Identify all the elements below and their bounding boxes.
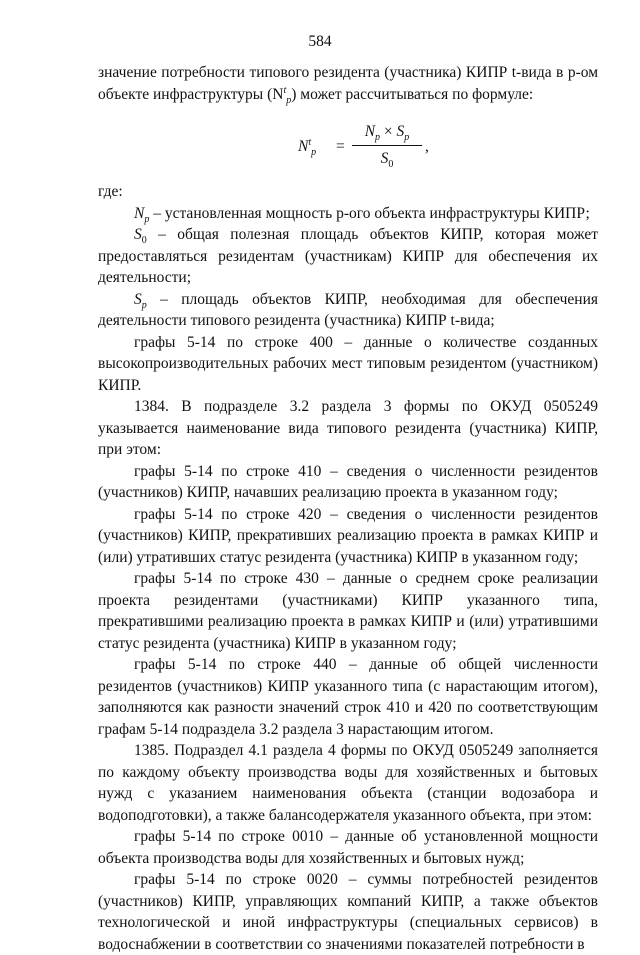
paragraph-row-420: графы 5-14 по строке 420 – сведения о численности резидентов (участников) КИПР, прекративших реализацию проекта в рамках КИПР и (или) утративших статус резидента (участника) КИПР в указанном году; [98, 505, 598, 566]
s0-symbol: S [134, 226, 142, 243]
intro-paragraph [98, 62, 598, 105]
paragraph-row-440: графы 5-14 по строке 440 – данные об общей численности резидентов (участников) КИПР указанного типа (с нарастающим итогом), заполняются как разности значений строк 410 и 420 по соответствующим графам 5-14 подраздела 3.2 раздела 3 нарастающим итогом. [98, 656, 598, 738]
formula-num-sub: p [375, 132, 381, 144]
formula-num2-sub: p [404, 132, 410, 144]
sp-definition-text: – площадь объектов КИПР, необходимая для обеспечения деятельности типового резидента (участника) КИПР t-вида; [98, 290, 598, 329]
s0-definition-text: – общая полезная площадь объектов КИПР, которая может предоставляться резидентам (участникам) КИПР для обеспечения их деятельности; [98, 226, 598, 286]
formula [98, 121, 598, 169]
formula-numerator [352, 121, 422, 143]
intro-subscript: p [286, 94, 292, 106]
definition-sp [98, 289, 598, 332]
paragraph-1385: 1385. Подраздел 4.1 раздела 4 формы по ОКУД 0505249 заполняется по каждому объекту производства воды для хозяйственных и бытовых нужд с указанием наименования объекта (станции водозабора и водоподготовки), а также балансодержателя указанного объекта, при этом: [98, 742, 598, 824]
formula-lhs [298, 136, 316, 158]
np-subscript: p [144, 213, 150, 225]
formula-den-symbol: S [380, 149, 389, 167]
intro-tail: ) может рассчитываться по формуле: [291, 85, 534, 103]
definition-s0 [98, 224, 598, 289]
formula-num2-symbol: S [396, 123, 405, 140]
fraction-bar [352, 145, 422, 146]
page-content [98, 62, 598, 955]
paragraph-row-410: графы 5-14 по строке 410 – сведения о численности резидентов (участников) КИПР, начавших реализацию проекта в указанном году; [98, 462, 598, 501]
paragraph-row-0020: графы 5-14 по строке 0020 – суммы потребностей резидентов (участников) КИПР, управляющих компаний КИПР, а также объектов технологической и иной инфраструктуры (специальных сервисов) в водоснабжении в соответствии со значениями показателей потребности в [98, 871, 598, 953]
formula-lhs-sup: t [308, 136, 312, 148]
page-number: 584 [308, 33, 332, 50]
definition-np [98, 203, 598, 225]
formula-denominator [352, 148, 422, 170]
formula-times: × [380, 123, 397, 140]
formula-lhs-symbol: N [298, 138, 309, 155]
np-definition-text: – установленная мощность р-ого объекта инфраструктуры КИПР; [149, 204, 590, 222]
sp-subscript: p [141, 299, 147, 311]
sp-symbol: S [134, 290, 142, 308]
paragraph-row-0010: графы 5-14 по строке 0010 – данные об установленной мощности объекта производства воды для хозяйственных и бытовых нужд; [98, 828, 598, 867]
formula-comma: , [425, 138, 429, 155]
formula-lhs-sub: p [311, 147, 317, 159]
intro-superscript: t [283, 84, 287, 96]
formula-den-sub: 0 [388, 158, 394, 170]
paragraph-row-430: графы 5-14 по строке 430 – данные о среднем сроке реализации проекта резидентами (участниками) КИПР указанного типа, прекратившими реализацию проекта в рамках КИПР и (или) утратившими статус резидента (участника) КИПР в указанном году; [98, 570, 598, 652]
paragraph-1384: 1384. В подразделе 3.2 раздела 3 формы по ОКУД 0505249 указывается наименование вида типового резидента (участника) КИПР, при этом: [98, 398, 598, 458]
intro-text: значение потребности типового резидента (участника) КИПР t-вида в р-ом объекте инфраструктуры (N [98, 64, 598, 103]
formula-equals: = [336, 138, 345, 155]
paragraph-row-400: графы 5-14 по строке 400 – данные о количестве созданных высокопроизводительных рабочих мест типовым резидентом (участником) КИПР. [98, 333, 598, 394]
where-label: где: [98, 183, 123, 200]
formula-fraction [352, 121, 422, 169]
s0-subscript: 0 [141, 235, 147, 247]
np-symbol: N [134, 204, 145, 222]
formula-num-symbol: N [364, 123, 376, 140]
